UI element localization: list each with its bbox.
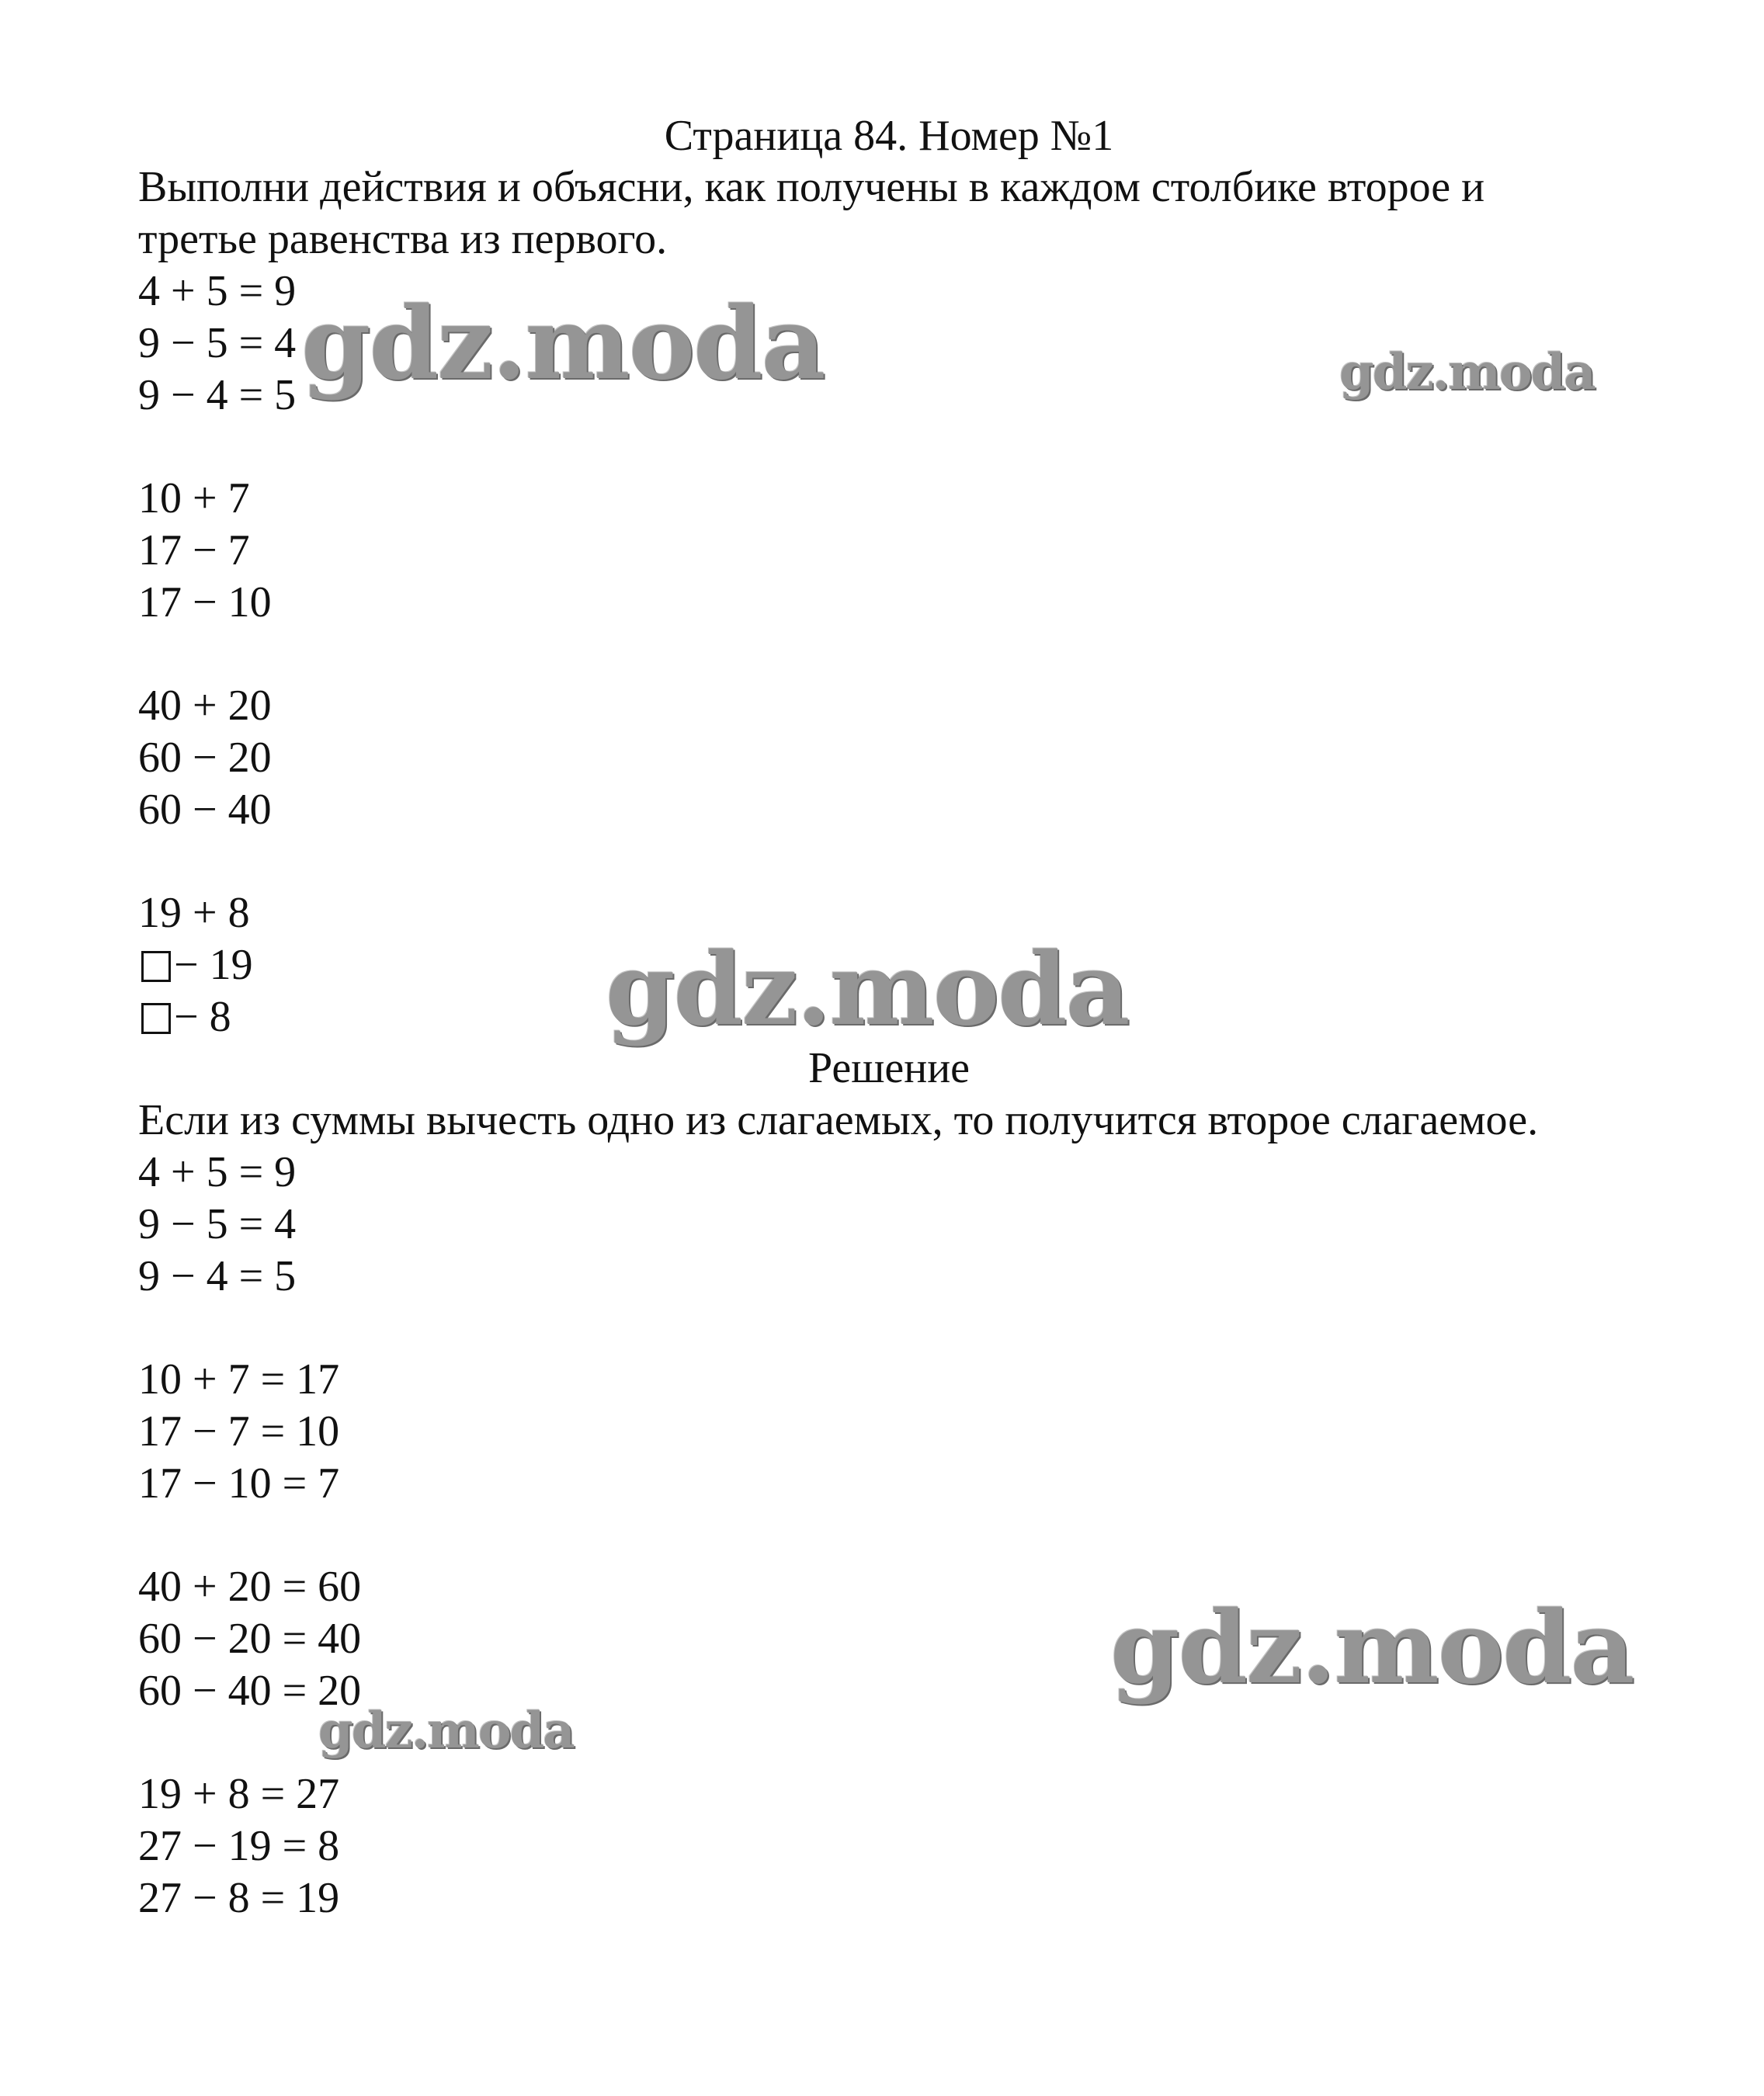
expression-text: − 8 [174,993,231,1041]
solution-equation: 17 − 7 = 10 [138,1407,340,1456]
task-equation: 9 − 4 = 5 [138,371,297,419]
task-text-line-2: третье равенства из первого. [138,215,668,263]
task-expression-with-blank [141,939,253,991]
blank-box [141,1003,171,1034]
task-expression: 17 − 10 [138,578,272,626]
solution-equation: 27 − 8 = 19 [138,1874,340,1922]
solution-equation: 60 − 20 = 40 [138,1615,362,1663]
solution-heading: Решение [807,1044,971,1092]
solution-equation: 27 − 19 = 8 [138,1822,340,1870]
watermark-logo: gdz.moda [606,932,1129,1048]
watermark-logo: gdz.moda [318,1702,574,1760]
task-expression: 60 − 40 [138,786,272,834]
watermark-logo: gdz.moda [1110,1590,1634,1706]
solution-rule: Если из суммы вычесть одно из слагаемых, то получится второе слагаемое. [138,1096,1539,1144]
page-title: Страница 84. Номер №1 [664,112,1114,160]
solution-equation: 10 + 7 = 17 [138,1355,340,1404]
blank-box [141,951,171,982]
task-expression: 60 − 20 [138,734,272,782]
expression-text: − 19 [174,941,253,989]
task-expression: 10 + 7 [138,474,250,522]
solution-equation: 9 − 4 = 5 [138,1252,297,1300]
solution-equation: 9 − 5 = 4 [138,1200,297,1248]
solution-equation: 17 − 10 = 7 [138,1459,340,1508]
task-expression: 40 + 20 [138,682,272,730]
task-expression: 17 − 7 [138,526,250,574]
task-expression: 19 + 8 [138,889,250,937]
solution-equation: 4 + 5 = 9 [138,1148,297,1196]
task-equation: 4 + 5 = 9 [138,267,297,315]
solution-equation: 19 + 8 = 27 [138,1770,340,1818]
solution-equation: 40 + 20 = 60 [138,1563,362,1611]
task-text-line-1: Выполни действия и объясни, как получены в каждом столбике второе и [138,163,1485,211]
solution-equation: 60 − 40 = 20 [138,1667,362,1715]
watermark-logo: gdz.moda [301,286,825,402]
task-expression-with-blank [141,991,231,1043]
task-equation: 9 − 5 = 4 [138,319,297,367]
watermark-logo: gdz.moda [1339,343,1595,401]
